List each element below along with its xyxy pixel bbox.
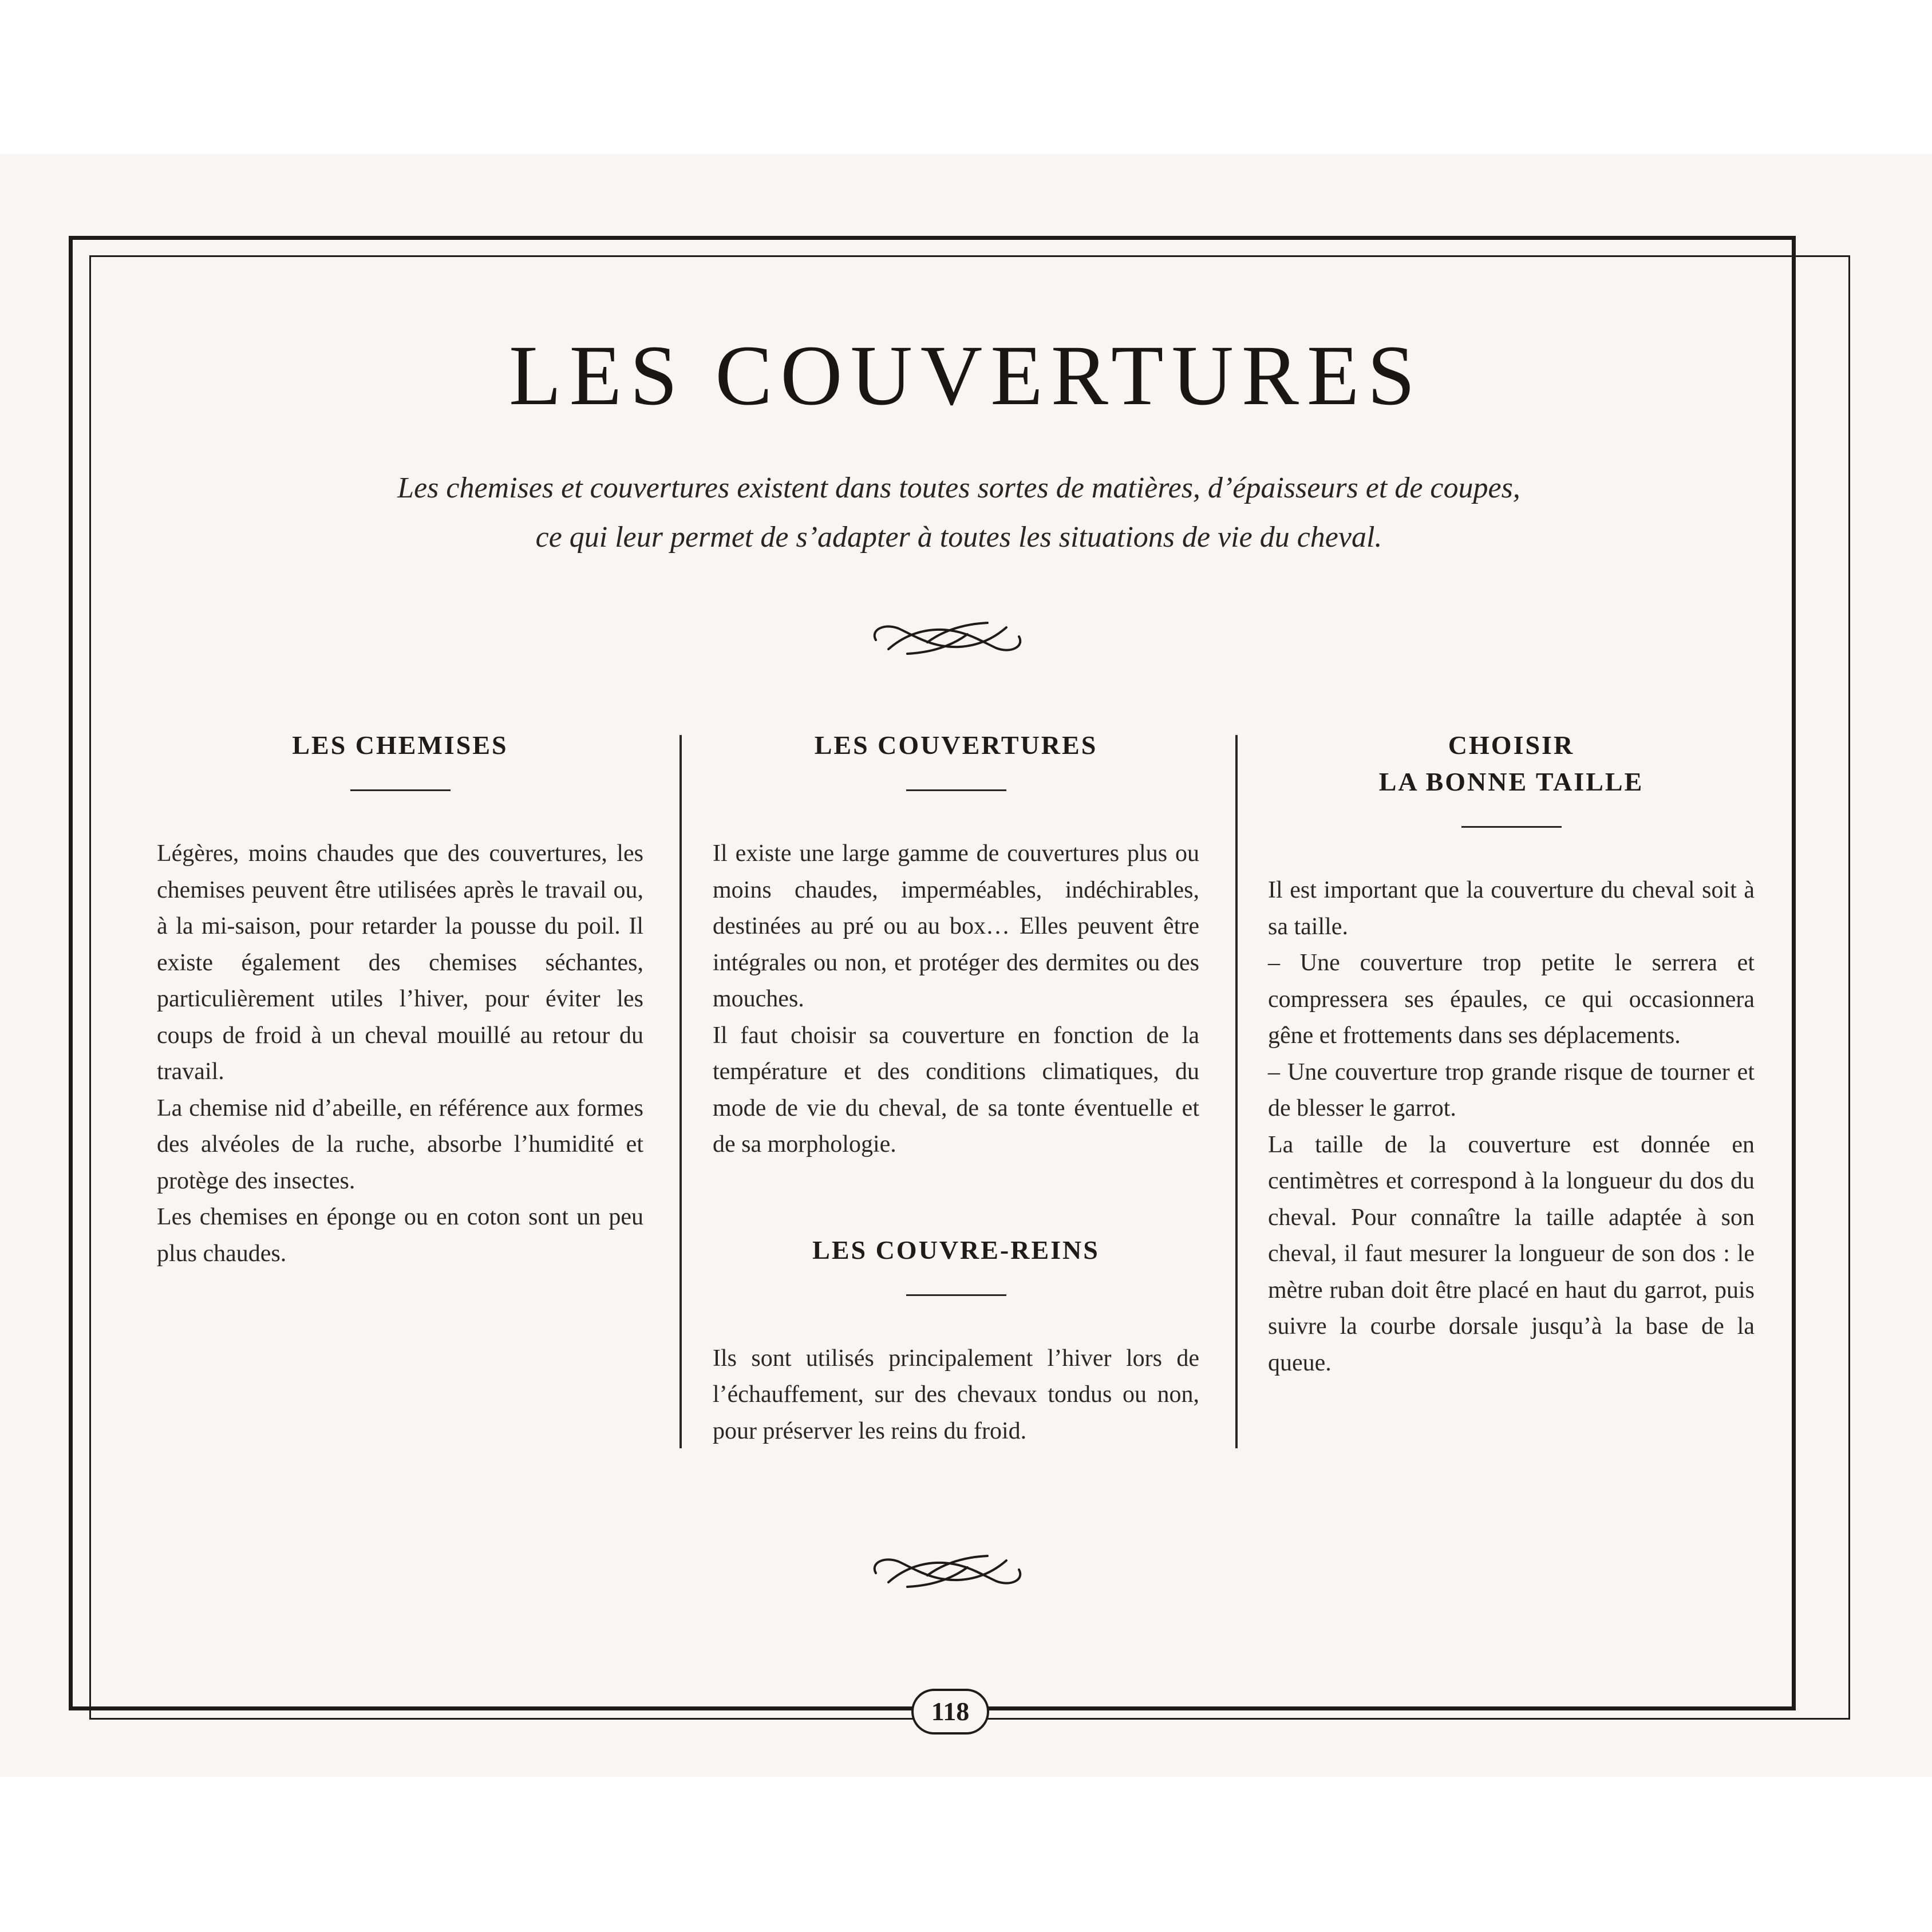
paragraph: – Une couverture trop petite le serrera et compressera ses épaules, ce qui occasionnera gêne et frottements dans ses déplacements. [1268,950,1755,1049]
paragraph: Il est important que la couverture du cheval soit à sa taille. [1268,877,1755,940]
column-divider [679,735,682,1448]
paragraph: La chemise nid d’abeille, en référence aux formes des alvéoles de la ruche, absorbe l’humidité et protège des insectes. [157,1095,643,1194]
paragraph: Ils sont utilisés principalement l’hiver lors de l’échauffement, sur des chevaux tondus ou non, pour préserver les reins du froid. [713,1345,1199,1444]
heading-rule [906,1294,1006,1296]
page-title: LES COUVERTURES [509,328,1423,423]
heading-rule [350,789,451,791]
column-chemises [157,727,643,1272]
column-divider [1235,735,1238,1448]
subtitle-line-1: Les chemises et couvertures existent dans toutes sortes de matières, d’épaisseurs et de coupes, [397,472,1520,504]
heading-rule [1461,826,1562,828]
column-body [713,836,1199,1163]
heading-chemises: LES CHEMISES [292,730,508,760]
column-couvertures [713,727,1199,1449]
paragraph: – Une couverture trop grande risque de tourner et de blesser le garrot. [1268,1058,1755,1121]
heading-line-1: CHOISIR [1448,730,1575,760]
column-body [713,1341,1199,1450]
heading-rule [906,789,1006,791]
intro-subtitle [229,464,1689,562]
heading-couvre-reins: LES COUVRE-REINS [812,1235,1100,1265]
paragraph: La taille de la couverture est donnée en centimètres et correspond à la longueur du dos du cheval. Pour connaître la taille adaptée à son cheval, il faut mesurer la longueur de son dos : le mètre ruban doit être placé en haut du garrot, puis suivre la courbe dorsale jusqu’à la base de la queue. [1268,1131,1755,1376]
column-body [157,836,643,1272]
flourish-ornament-icon [864,1540,1030,1603]
section-couvre-reins [713,1232,1199,1450]
paragraph: Il existe une large gamme de couvertures plus ou moins chaudes, imperméables, indéchirables, destinées au pré ou au box… Elles peuvent être intégrales ou non, et protéger des dermites ou des mouches. [713,840,1199,1012]
heading-line-2: LA BONNE TAILLE [1378,767,1644,796]
heading-couvertures: LES COUVERTURES [814,730,1098,760]
column-body [1268,872,1755,1381]
column-bonne-taille [1268,727,1755,1381]
paragraph: Les chemises en éponge ou en coton sont un peu plus chaudes. [157,1204,643,1267]
flourish-ornament-icon [864,607,1030,670]
subtitle-line-2: ce qui leur permet de s’adapter à toutes les situations de vie du cheval. [535,521,1382,554]
paragraph: Légères, moins chaudes que des couvertures, les chemises peuvent être utilisées après le travail ou, à la mi-saison, pour retarder la pousse du poil. Il existe également des chemises séchantes, particulièrement utiles l’hiver, pour éviter les coups de froid à un cheval mouillé au retour du travail. [157,840,643,1085]
paragraph: Il faut choisir sa couverture en fonction de la température et des conditions climatiques, du mode de vie du cheval, de sa tonte éventuelle et de sa morphologie. [713,1022,1199,1157]
heading-bonne-taille [1268,727,1755,800]
page-number: 118 [911,1689,989,1735]
